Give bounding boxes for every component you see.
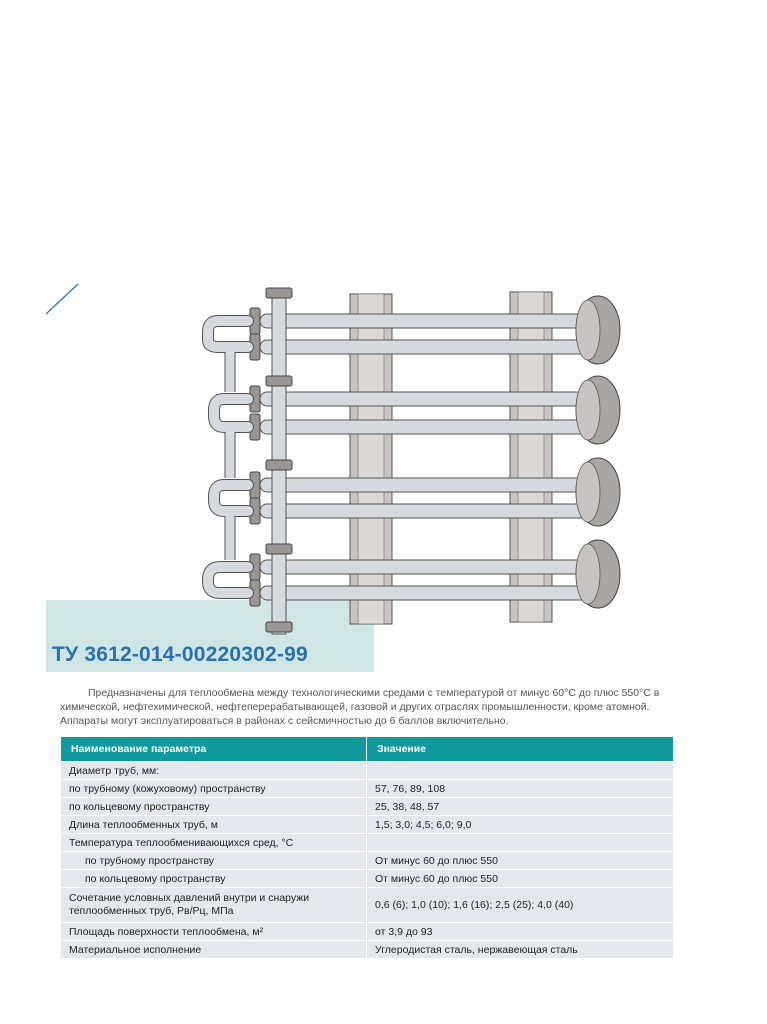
- value-cell: 25, 38, 48, 57: [367, 798, 674, 816]
- table-header-row: [61, 737, 674, 762]
- table-row: [61, 780, 674, 798]
- table-row: [61, 834, 674, 852]
- value-cell: 57, 76, 89, 108: [367, 780, 674, 798]
- param-cell: Площадь поверхности теплообмена, м²: [61, 923, 367, 941]
- header-value: Значение: [367, 737, 674, 762]
- param-cell: по кольцевому пространству: [61, 798, 367, 816]
- heat-exchanger-illustration: [190, 282, 640, 642]
- diagonal-slash-mark: [44, 282, 84, 316]
- table-row: [61, 870, 674, 888]
- value-cell: От минус 60 до плюс 550: [367, 852, 674, 870]
- table-row: [61, 816, 674, 834]
- value-cell: 0,6 (6); 1,0 (10); 1,6 (16); 2,5 (25); 4,0 (40): [367, 888, 674, 923]
- param-cell: Длина теплообменных труб, м: [61, 816, 367, 834]
- value-cell: [367, 762, 674, 780]
- param-cell: по кольцевому пространству: [61, 870, 367, 888]
- param-cell: по трубному (кожуховому) пространству: [61, 780, 367, 798]
- value-cell: [367, 834, 674, 852]
- param-cell: по трубному пространству: [61, 852, 367, 870]
- value-cell: Углеродистая сталь, нержавеющая сталь: [367, 941, 674, 959]
- table-row: [61, 941, 674, 959]
- table-row: [61, 798, 674, 816]
- value-cell: От минус 60 до плюс 550: [367, 870, 674, 888]
- table-row: [61, 888, 674, 923]
- document-title: ТУ 3612-014-00220302-99: [52, 643, 308, 666]
- value-cell: 1,5; 3,0; 4,5; 6,0; 9,0: [367, 816, 674, 834]
- table-row: [61, 762, 674, 780]
- param-cell: Материальное исполнение: [61, 941, 367, 959]
- table-row: [61, 923, 674, 941]
- value-cell: от 3,9 до 93: [367, 923, 674, 941]
- header-parameter: Наименование параметра: [61, 737, 367, 762]
- parameters-table: [60, 736, 674, 959]
- description-paragraph: Предназначены для теплообмена между технологическими средами с температурой от минус 60°С до плюс 550°С в химической, нефтехимической, нефтеперерабатывающей, газовой и других отраслях промышленности, кроме атомной. Аппараты могут эксплуатироваться в районах с сейсмичностью до 6 баллов включительно.: [60, 687, 660, 727]
- param-cell: Диаметр труб, мм:: [61, 762, 367, 780]
- table-row: [61, 852, 674, 870]
- param-cell: Температура теплообменивающихся сред, °С: [61, 834, 367, 852]
- param-cell: Сочетание условных давлений внутри и снаружи теплообменных труб, Рв/Рц, МПа: [61, 888, 367, 923]
